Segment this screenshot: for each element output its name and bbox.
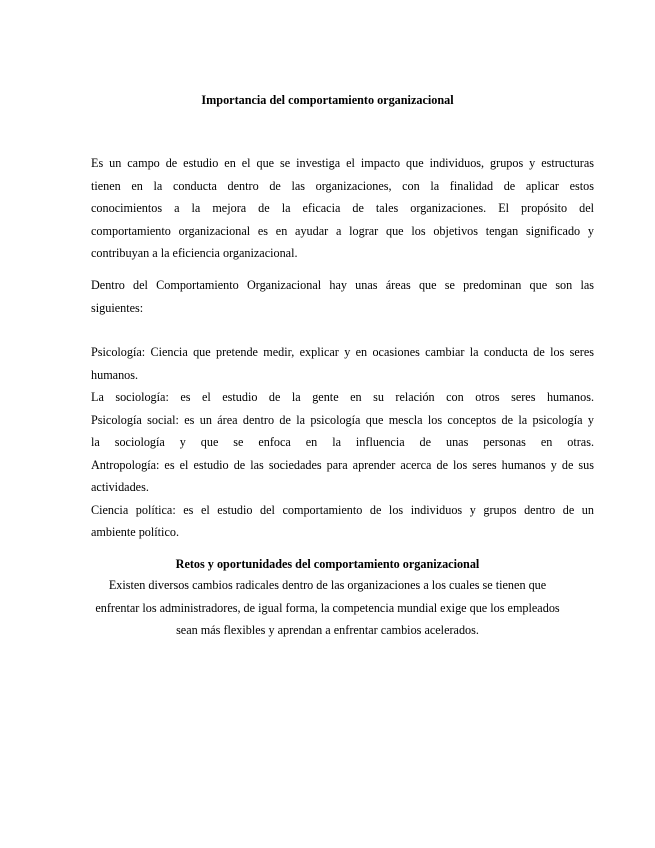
intro-paragraph xyxy=(91,152,594,265)
intro-line: tienen en la conducta dentro de las organizaciones, con la finalidad de aplicar estos xyxy=(91,178,594,193)
intro-line: contribuyan a la eficiencia organizacional. xyxy=(91,246,298,260)
area-item-antropologia-cont: actividades. xyxy=(91,480,149,494)
section-subtitle: Retos y oportunidades del comportamiento organizacional xyxy=(175,557,480,571)
challenges-line: Existen diversos cambios radicales dentro de las organizaciones a los cuales se tienen que xyxy=(108,578,547,592)
areas-intro-line: Dentro del Comportamiento Organizacional hay unas áreas que se predominan que son las xyxy=(91,278,594,292)
intro-line: comportamiento organizacional es en ayudar a lograr que los objetivos tengan significado y xyxy=(91,223,594,238)
challenges-paragraph xyxy=(60,574,595,642)
area-item-antropologia: Antropología: es el estudio de las sociedades para aprender acerca de los seres humanos y de sus xyxy=(91,457,594,472)
areas-intro-paragraph xyxy=(91,274,594,319)
page-title: Importancia del comportamiento organizacional xyxy=(201,93,454,107)
area-item-psicologia-cont: humanos. xyxy=(91,367,139,382)
challenges-line: sean más flexibles y aprendan a enfrentar cambios acelerados. xyxy=(176,623,479,637)
intro-line: Es un campo de estudio en el que se investiga el impacto que individuos, grupos y estructuras xyxy=(91,156,594,170)
area-item-psicologia: Psicología: Ciencia que pretende medir, explicar y en ocasiones cambiar la conducta de los seres xyxy=(91,345,594,359)
area-item-psicologia-social: Psicología social: es un área dentro de la psicología que mescla los conceptos de la psicología y xyxy=(91,412,594,427)
challenges-line: enfrentar los administradores, de igual forma, la competencia mundial exige que los empleados xyxy=(95,600,560,615)
area-item-psicologia-social-cont: la sociología y que se enfoca en la influencia de unas personas en otras. xyxy=(91,435,594,449)
area-item-ciencia-politica-cont: ambiente político. xyxy=(91,525,179,539)
intro-line: conocimientos a la mejora de la eficacia de tales organizaciones. El propósito del xyxy=(91,201,594,215)
areas-list xyxy=(91,341,594,544)
area-item-sociologia: La sociología: es el estudio de la gente en su relación con otros seres humanos. xyxy=(91,390,594,404)
areas-intro-line: siguientes: xyxy=(91,300,144,315)
area-item-ciencia-politica: Ciencia política: es el estudio del comportamiento de los individuos y grupos dentro de un xyxy=(91,502,594,517)
